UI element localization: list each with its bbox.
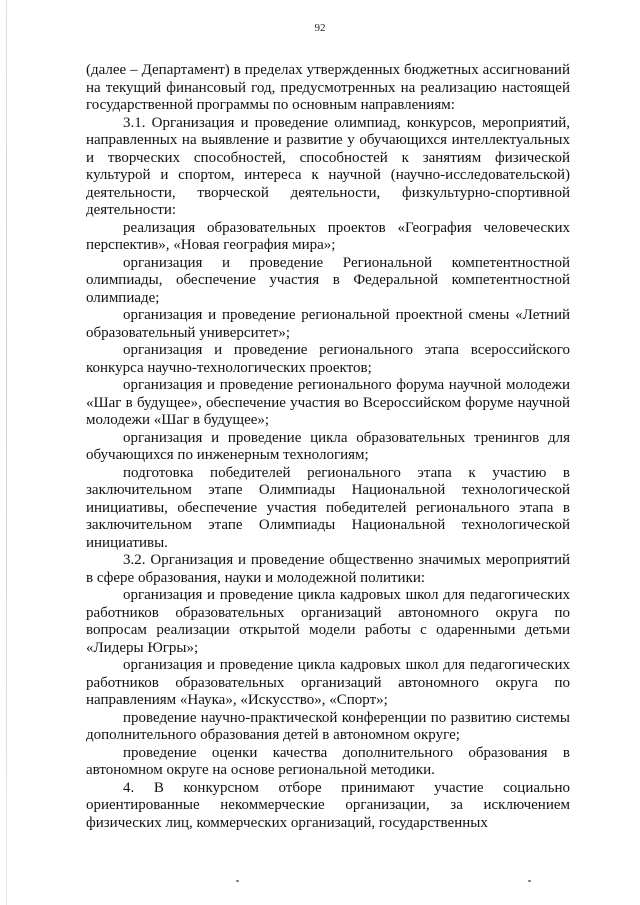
paragraph: реализация образовательных проектов «География человеческих перспектив», «Новая география мира»; (86, 219, 570, 253)
scan-speck (528, 880, 531, 882)
paragraph: организация и проведение регионального форума научной молодежи «Шаг в будущее», обеспечение участия во Всероссийском форуме научной молодежи «Шаг в будущее»; (86, 377, 570, 428)
paragraph: проведение научно-практической конференции по развитию системы дополнительного образования детей в автономном округе; (86, 709, 570, 743)
paragraph: организация и проведение цикла образовательных тренингов для обучающихся по инженерным технологиям; (86, 429, 570, 463)
paragraph: 3.2. Организация и проведение общественно значимых мероприятий в сфере образования, науки и молодежной политики: (86, 552, 570, 586)
paragraph: организация и проведение цикла кадровых школ для педагогических работников образовательных организаций автономного округа по вопросам реализации открытой модели работы с одаренными детьми «Лидеры Югры»; (86, 587, 570, 656)
paragraph: проведение оценки качества дополнительного образования в автономном округе на основе региональной методики. (86, 744, 570, 778)
document-body (86, 62, 570, 832)
paragraph: 3.1. Организация и проведение олимпиад, конкурсов, мероприятий, направленных на выявление и развитие у обучающихся интеллектуальных и творческих способностей, способностей к занятиям физической культурой и спортом, интереса к научной (научно-исследовательской) деятельности, творческой деятельности, физкультурно-спортивной деятельности: (86, 114, 570, 218)
paragraph: организация и проведение регионального этапа всероссийского конкурса научно-технологических проектов; (86, 342, 570, 376)
paragraph: 4. В конкурсном отборе принимают участие социально ориентированные некоммерческие организации, за исключением физических лиц, коммерческих организаций, государственных (86, 779, 570, 831)
paragraph: организация и проведение Региональной компетентностной олимпиады, обеспечение участия в Федеральной компетентностной олимпиаде; (86, 254, 570, 306)
scan-edge (6, 0, 7, 905)
paragraph: организация и проведение цикла кадровых школ для педагогических работников образовательных организаций автономного округа по направлениям «Наука», «Искусство», «Спорт»; (86, 657, 570, 708)
scan-speck (236, 880, 239, 882)
paragraph: организация и проведение региональной проектной смены «Летний образовательный университет»; (86, 307, 570, 341)
page-number: 92 (314, 22, 326, 34)
paragraph: подготовка победителей регионального этапа к участию в заключительном этапе Олимпиады Национальной технологической инициативы, обеспечение участия победителей регионального этапа в заключительном этапе Олимпиады Национальной технологической инициативы. (86, 464, 570, 551)
paragraph: (далее – Департамент) в пределах утвержденных бюджетных ассигнований на текущий финансовый год, предусмотренных на реализацию настоящей государственной программы по основным направлениям: (86, 62, 570, 113)
